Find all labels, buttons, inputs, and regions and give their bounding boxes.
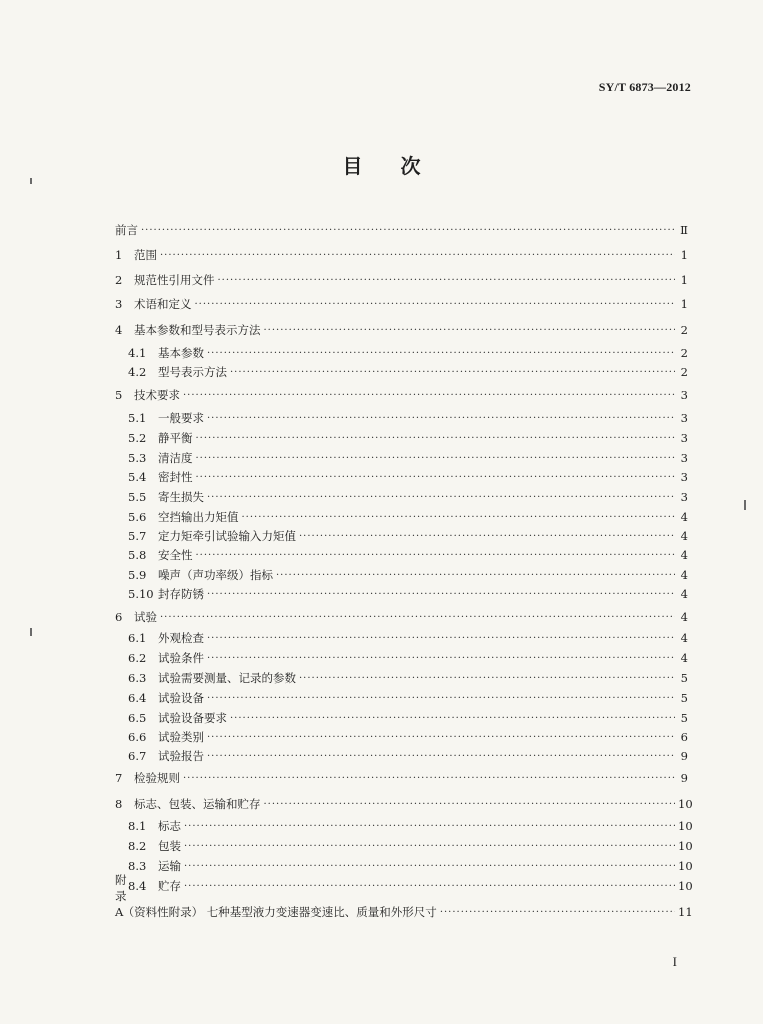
toc-entry-page: 10 — [678, 879, 693, 893]
toc-dot-leader — [264, 324, 676, 338]
toc-dot-leader — [264, 798, 676, 812]
toc-entry-number: 4 — [115, 323, 123, 337]
toc-dot-leader — [196, 452, 676, 466]
toc-entry[interactable] — [128, 628, 688, 646]
toc-entry-number: 5.6 — [128, 510, 147, 524]
toc-entry-title: 密封性 — [158, 470, 193, 484]
toc-entry-title: 包装 — [158, 839, 181, 853]
toc-entry-number: 6 — [115, 610, 123, 624]
toc-entry-number: 6.7 — [128, 749, 147, 763]
toc-entry[interactable] — [115, 607, 688, 625]
toc-entry-page: 4 — [680, 651, 688, 665]
toc-entry-page: 4 — [680, 631, 688, 645]
toc-entry-title: 安全性 — [158, 548, 193, 562]
toc-entry-title: 寄生损失 — [158, 490, 204, 504]
toc-entry-page: 3 — [680, 388, 688, 402]
toc-dot-leader — [207, 692, 675, 706]
toc-dot-leader — [184, 860, 675, 874]
toc-dot-leader — [207, 347, 675, 361]
toc-entry-page: 3 — [680, 490, 688, 504]
toc-entry-title: 试验类别 — [158, 730, 204, 744]
toc-entry-title: （资料性附录） 七种基型液力变速器变速比、质量和外形尺寸 — [122, 905, 437, 919]
toc-dot-leader — [299, 672, 675, 686]
toc-entry-title: 一般要求 — [158, 411, 204, 425]
toc-entry-title: 检验规则 — [134, 771, 180, 785]
toc-entry-number: 4.2 — [128, 365, 147, 379]
toc-dot-leader — [184, 840, 675, 854]
toc-entry-number: 5.4 — [128, 470, 147, 484]
toc-entry-title: 范围 — [134, 248, 157, 262]
toc-entry-number: 6.6 — [128, 730, 147, 744]
toc-dot-leader — [207, 588, 675, 602]
toc-dot-leader — [218, 274, 676, 288]
toc-entry-title: 型号表示方法 — [158, 365, 227, 379]
toc-entry-title: 噪声（声功率级）指标 — [158, 568, 273, 582]
toc-entry-number: 附录A — [115, 873, 127, 919]
toc-entry-page: 2 — [680, 346, 688, 360]
toc-entry-title: 技术要求 — [134, 388, 180, 402]
toc-entry-title: 静平衡 — [158, 431, 193, 445]
toc-dot-leader — [160, 611, 675, 625]
toc-entry[interactable] — [115, 320, 688, 338]
toc-entry[interactable] — [128, 856, 693, 874]
toc-entry-number: 5.3 — [128, 451, 147, 465]
toc-entry-page: 10 — [678, 859, 693, 873]
toc-entry-page: 9 — [680, 771, 688, 785]
toc-entry-page: 6 — [680, 730, 688, 744]
toc-entry-title: 贮存 — [158, 879, 181, 893]
toc-entry[interactable] — [128, 487, 688, 505]
toc-entry-number: 8.4 — [128, 879, 147, 893]
toc-entry-title: 基本参数 — [158, 346, 204, 360]
toc-entry-page: 10 — [678, 797, 693, 811]
toc-entry-title: 空挡输出力矩值 — [158, 510, 239, 524]
toc-dot-leader — [183, 389, 675, 403]
toc-dot-leader — [160, 249, 675, 263]
toc-entry[interactable] — [128, 507, 688, 525]
toc-entry-page: 5 — [680, 711, 688, 725]
toc-title-char-1: 目 — [342, 154, 363, 178]
toc-entry-page: 5 — [680, 671, 688, 685]
toc-entry-number: 5.2 — [128, 431, 147, 445]
toc-entry-page: 11 — [678, 905, 693, 919]
toc-dot-leader — [183, 772, 675, 786]
toc-entry-number: 6.4 — [128, 691, 147, 705]
toc-dot-leader — [207, 412, 675, 426]
toc-dot-leader — [207, 731, 675, 745]
toc-entry-page: 1 — [680, 248, 688, 262]
toc-entry[interactable] — [128, 467, 688, 485]
standard-code: SY/T 6873—2012 — [598, 80, 691, 94]
toc-entry-page: 10 — [678, 839, 693, 853]
toc-entry-number: 8.3 — [128, 859, 147, 873]
toc-dot-leader — [230, 366, 675, 380]
toc-title-char-2: 次 — [400, 154, 421, 178]
toc-dot-leader — [242, 511, 676, 525]
toc-entry-page: 1 — [680, 297, 688, 311]
toc-entry[interactable] — [115, 768, 688, 786]
toc-entry-title: 规范性引用文件 — [134, 273, 215, 287]
toc-entry[interactable] — [115, 220, 688, 238]
toc-entry[interactable] — [128, 343, 688, 361]
toc-dot-leader — [195, 298, 676, 312]
toc-dot-leader — [207, 632, 675, 646]
toc-entry-number: 8.1 — [128, 819, 147, 833]
toc-entry-page: 3 — [680, 470, 688, 484]
toc-entry-number: 5.8 — [128, 548, 147, 562]
toc-entry[interactable] — [128, 428, 688, 446]
toc-entry[interactable] — [115, 270, 688, 288]
toc-dot-leader — [207, 750, 675, 764]
toc-entry-page: 4 — [680, 510, 688, 524]
toc-entry-number: 5 — [115, 388, 123, 402]
toc-entry-page: 5 — [680, 691, 688, 705]
toc-entry-title: 试验条件 — [158, 651, 204, 665]
toc-entry-page: 9 — [680, 749, 688, 763]
toc-entry[interactable] — [115, 385, 688, 403]
toc-entry-title: 运输 — [158, 859, 181, 873]
toc-entry-number: 5.1 — [128, 411, 147, 425]
toc-entry[interactable] — [128, 448, 688, 466]
toc-entry-page: 1 — [680, 273, 688, 287]
toc-dot-leader — [196, 549, 676, 563]
toc-entry-title: 试验设备 — [158, 691, 204, 705]
toc-entry[interactable] — [128, 526, 688, 544]
toc-entry-number: 5.9 — [128, 568, 147, 582]
toc-entry-page: Ⅱ — [680, 223, 688, 237]
toc-entry-number: 8 — [115, 797, 123, 811]
toc-entry-number: 5.7 — [128, 529, 147, 543]
toc-entry-page: 10 — [678, 819, 693, 833]
toc-entry[interactable] — [128, 708, 688, 726]
toc-entry-number: 6.5 — [128, 711, 147, 725]
toc-entry-title: 外观检查 — [158, 631, 204, 645]
toc-entry-number: 6.1 — [128, 631, 147, 645]
toc-dot-leader — [196, 471, 676, 485]
toc-entry-page: 2 — [680, 323, 688, 337]
toc-dot-leader — [207, 491, 675, 505]
toc-entry-title: 定力矩牵引试验输入力矩值 — [158, 529, 296, 543]
toc-entry-title: 试验需要测量、记录的参数 — [158, 671, 296, 685]
toc-entry-number: 8.2 — [128, 839, 147, 853]
toc-entry-title: 基本参数和型号表示方法 — [134, 323, 261, 337]
toc-entry-number: 2 — [115, 273, 123, 287]
toc-dot-leader — [276, 569, 675, 583]
toc-entry[interactable] — [128, 746, 688, 764]
toc-entry-number: 1 — [115, 248, 123, 262]
toc-entry[interactable] — [128, 408, 688, 426]
toc-entry-number: 6.3 — [128, 671, 147, 685]
toc-entry-title: 试验 — [134, 610, 157, 624]
toc-entry-number: 5.5 — [128, 490, 147, 504]
toc-entry-page: 4 — [680, 587, 688, 601]
toc-entry-title: 试验设备要求 — [158, 711, 227, 725]
toc-entry[interactable] — [115, 294, 688, 312]
toc-entry[interactable] — [115, 794, 693, 812]
toc-dot-leader — [440, 906, 675, 920]
toc-entry[interactable] — [128, 836, 693, 854]
toc-entry-number: 6.2 — [128, 651, 147, 665]
toc-entry-number: 3 — [115, 297, 123, 311]
toc-entry[interactable] — [128, 584, 688, 602]
toc-entry[interactable] — [128, 545, 688, 563]
toc-entry-number: 4.1 — [128, 346, 147, 360]
toc-entry-number: 7 — [115, 771, 123, 785]
toc-entry[interactable] — [115, 245, 688, 263]
toc-dot-leader — [196, 432, 676, 446]
toc-entry[interactable] — [128, 816, 693, 834]
toc-dot-leader — [299, 530, 675, 544]
toc-dot-leader — [184, 820, 675, 834]
toc-entry[interactable] — [128, 876, 693, 894]
toc-dot-leader — [184, 880, 675, 894]
toc-entry[interactable] — [128, 668, 688, 686]
toc-entry-title: 封存防锈 — [158, 587, 204, 601]
toc-entry[interactable] — [128, 688, 688, 706]
toc-entry-title: 试验报告 — [158, 749, 204, 763]
toc-entry[interactable] — [128, 727, 688, 745]
toc-entry-page: 4 — [680, 529, 688, 543]
toc-entry-page: 2 — [680, 365, 688, 379]
toc-entry-page: 4 — [680, 548, 688, 562]
toc-entry-number: 5.10 — [128, 587, 154, 601]
toc-entry-page: 3 — [680, 431, 688, 445]
toc-entry[interactable] — [128, 565, 688, 583]
toc-entry-page: 3 — [680, 411, 688, 425]
scan-edge-mark — [30, 628, 32, 636]
scan-edge-mark — [30, 178, 32, 184]
toc-entry-title: 标志 — [158, 819, 181, 833]
toc-dot-leader — [230, 712, 675, 726]
page-number: I — [672, 954, 677, 969]
toc-entry[interactable] — [128, 362, 688, 380]
toc-dot-leader — [141, 224, 675, 238]
toc-entry-title: 清洁度 — [158, 451, 193, 465]
scan-edge-mark — [744, 500, 746, 510]
toc-entry[interactable] — [128, 648, 688, 666]
toc-entry-title: 前言 — [115, 223, 138, 237]
toc-entry-page: 3 — [680, 451, 688, 465]
toc-entry-title: 标志、包装、运输和贮存 — [134, 797, 261, 811]
toc-entry-page: 4 — [680, 568, 688, 582]
toc-entry-page: 4 — [680, 610, 688, 624]
toc-entry-title: 术语和定义 — [134, 297, 192, 311]
toc-dot-leader — [207, 652, 675, 666]
